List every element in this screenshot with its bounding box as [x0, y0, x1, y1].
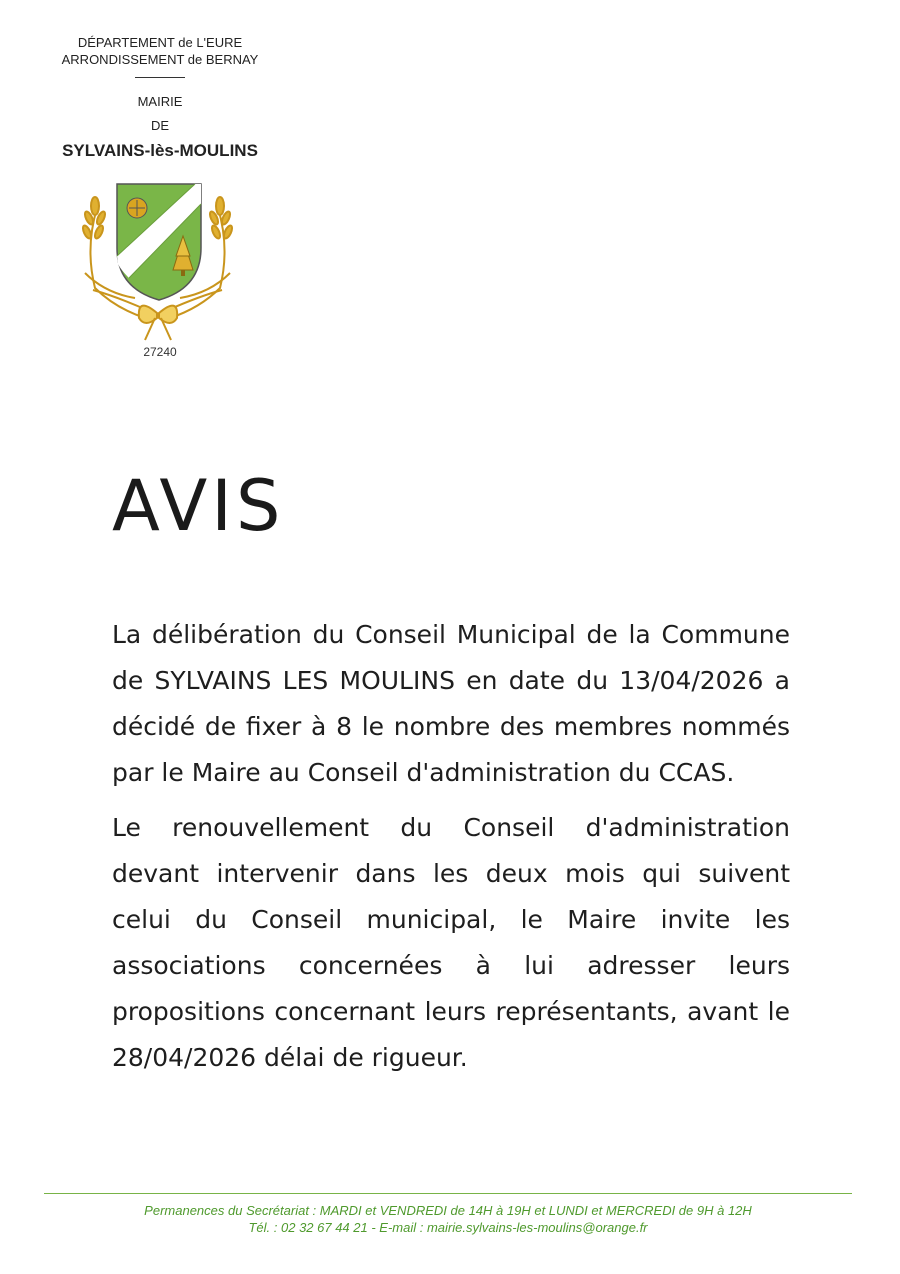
ribbon-bow-icon [139, 306, 177, 340]
notice-paragraph: Le renouvellement du Conseil d'administration devant intervenir dans les deux mois qui suivent celui du Conseil municipal, le Maire invite les associations concernées à lui adresser leurs propositions concernant leurs représentants, avant le 28/04/2026 délai de rigueur. [112, 813, 790, 1072]
footer-divider [44, 1193, 852, 1194]
notice-paragraph: La délibération du Conseil Municipal de la Commune de SYLVAINS LES MOULINS en date du 13/04/2026 a décidé de fixer à 8 le nombre des membres nommés par le Maire au Conseil d'administration du CCAS. [112, 620, 790, 787]
shield-icon [117, 184, 201, 300]
arrondissement-line: ARRONDISSEMENT de BERNAY [61, 52, 259, 67]
office-hours: Permanences du Secrétariat : MARDI et VENDREDI de 14H à 19H et LUNDI et MERCREDI de 9H à 12H [144, 1203, 752, 1218]
footer [44, 1202, 852, 1236]
postcode: 27240 [143, 345, 177, 359]
notice-body [112, 612, 790, 1090]
header-divider [135, 77, 185, 78]
coat-of-arms-icon [75, 178, 240, 348]
contact-info: Tél. : 02 32 67 44 21 - E-mail : mairie.sylvains-les-moulins@orange.fr [248, 1220, 648, 1235]
de-label: DE [150, 118, 170, 133]
department-line: DÉPARTEMENT de L'EURE [77, 35, 243, 50]
notice-title: AVIS [112, 465, 285, 547]
letterhead [50, 34, 270, 164]
commune-name: SYLVAINS-lès-MOULINS [62, 141, 258, 160]
mairie-label: MAIRIE [137, 94, 183, 109]
